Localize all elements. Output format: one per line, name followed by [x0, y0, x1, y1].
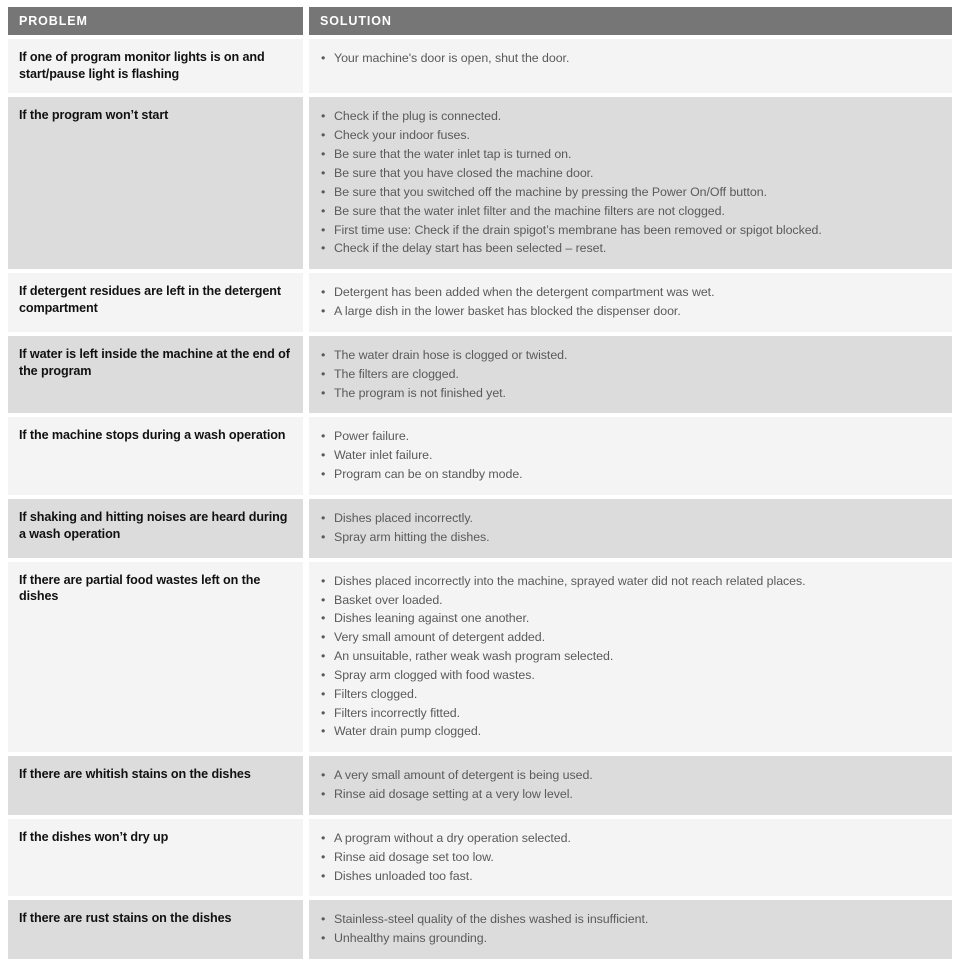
bullet-icon: •	[321, 385, 326, 400]
solution-text: Be sure that the water inlet tap is turned on.	[334, 147, 572, 162]
solution-text: Very small amount of detergent added.	[334, 630, 545, 645]
solution-cell	[309, 562, 952, 753]
bullet-icon: •	[321, 467, 326, 482]
bullet-icon: •	[321, 448, 326, 463]
problem-text: If the machine stops during a wash operation	[19, 428, 286, 443]
table-header-row	[8, 7, 952, 35]
solution-text: Rinse aid dosage setting at a very low level.	[334, 787, 573, 802]
solution-item	[320, 446, 941, 465]
problem-text: If the program won’t start	[19, 108, 169, 123]
solution-item	[320, 365, 941, 384]
problem-text: If there are rust stains on the dishes	[19, 911, 232, 926]
table-row	[8, 97, 952, 269]
solution-text: Basket over loaded.	[334, 592, 443, 607]
solution-text: Water drain pump clogged.	[334, 724, 482, 739]
bullet-icon: •	[321, 222, 326, 237]
problem-cell	[8, 562, 303, 753]
bullet-icon: •	[321, 592, 326, 607]
solution-text: Filters clogged.	[334, 686, 418, 701]
bullet-icon: •	[321, 304, 326, 319]
table-row	[8, 39, 952, 93]
bullet-icon: •	[321, 630, 326, 645]
solution-text: Power failure.	[334, 429, 410, 444]
troubleshooting-table	[8, 7, 952, 963]
solution-item	[320, 465, 941, 484]
solution-text: Dishes unloaded too fast.	[334, 868, 473, 883]
bullet-icon: •	[321, 686, 326, 701]
solution-item	[320, 609, 941, 628]
solution-item	[320, 572, 941, 591]
solution-item	[320, 239, 941, 258]
solution-list	[320, 910, 941, 948]
table-row	[8, 562, 952, 753]
table-body	[8, 39, 952, 959]
solution-text: The program is not finished yet.	[334, 385, 506, 400]
bullet-icon: •	[321, 347, 326, 362]
solution-cell	[309, 499, 952, 558]
solution-text: First time use: Check if the drain spigot’s membrane has been removed or spigot blocked.	[334, 222, 822, 237]
solution-list	[320, 107, 941, 258]
solution-item	[320, 829, 941, 848]
solution-item	[320, 666, 941, 685]
bullet-icon: •	[321, 147, 326, 162]
solution-text: Be sure that you have closed the machine door.	[334, 166, 594, 180]
solution-item	[320, 384, 941, 403]
bullet-icon: •	[321, 912, 326, 927]
problem-cell	[8, 336, 303, 414]
solution-item	[320, 145, 941, 164]
solution-cell	[309, 756, 952, 815]
problem-cell	[8, 97, 303, 269]
problem-text: If there are whitish stains on the dishes	[19, 767, 251, 782]
solution-item	[320, 107, 941, 126]
table-row	[8, 900, 952, 959]
bullet-icon: •	[321, 931, 326, 946]
bullet-icon: •	[321, 724, 326, 739]
bullet-icon: •	[321, 184, 326, 199]
table-row	[8, 273, 952, 332]
solution-item	[320, 647, 941, 666]
solution-item	[320, 867, 941, 886]
bullet-icon: •	[321, 868, 326, 883]
problem-cell	[8, 819, 303, 897]
solution-list	[320, 346, 941, 403]
solution-item	[320, 704, 941, 723]
solution-item	[320, 202, 941, 221]
solution-list	[320, 509, 941, 547]
solution-text: Dishes leaning against one another.	[334, 611, 530, 626]
bullet-icon: •	[321, 787, 326, 802]
problem-text: If shaking and hitting noises are heard during a wash operation	[19, 509, 288, 541]
bullet-icon: •	[321, 285, 326, 300]
solution-item	[320, 929, 941, 948]
solution-item	[320, 283, 941, 302]
solution-item	[320, 785, 941, 804]
bullet-icon: •	[321, 667, 326, 682]
solution-list	[320, 49, 941, 68]
solution-item	[320, 528, 941, 547]
solution-text: An unsuitable, rather weak wash program selected.	[334, 649, 614, 664]
solution-cell	[309, 273, 952, 332]
solution-item	[320, 221, 941, 240]
problem-cell	[8, 417, 303, 495]
bullet-icon: •	[321, 241, 326, 256]
solution-cell	[309, 417, 952, 495]
solution-item	[320, 164, 941, 183]
table-row	[8, 336, 952, 414]
problem-cell	[8, 273, 303, 332]
problem-cell	[8, 900, 303, 959]
solution-text: A very small amount of detergent is being used.	[334, 768, 593, 783]
solution-list	[320, 572, 941, 742]
solution-text: The water drain hose is clogged or twisted.	[334, 347, 568, 362]
problem-text: If water is left inside the machine at the end of the program	[19, 346, 290, 378]
bullet-icon: •	[321, 203, 326, 218]
solution-item	[320, 49, 941, 68]
bullet-icon: •	[321, 51, 326, 65]
solution-item	[320, 427, 941, 446]
solution-item	[320, 591, 941, 610]
problem-text: If there are partial food wastes left on the dishes	[19, 572, 261, 604]
solution-item	[320, 685, 941, 704]
solution-text: Unhealthy mains grounding.	[334, 931, 487, 946]
bullet-icon: •	[321, 611, 326, 626]
solution-text: Program can be on standby mode.	[334, 467, 523, 482]
solution-item	[320, 766, 941, 785]
solution-text: Rinse aid dosage set too low.	[334, 849, 494, 864]
solution-text: Stainless-steel quality of the dishes washed is insufficient.	[334, 912, 649, 927]
solution-text: A large dish in the lower basket has blocked the dispenser door.	[334, 304, 681, 319]
bullet-icon: •	[321, 830, 326, 845]
bullet-icon: •	[321, 768, 326, 783]
solution-item	[320, 848, 941, 867]
solution-text: A program without a dry operation selected.	[334, 830, 571, 845]
solution-list	[320, 283, 941, 321]
column-header-solution: SOLUTION	[309, 7, 952, 35]
solution-text: Water inlet failure.	[334, 448, 433, 463]
solution-list	[320, 766, 941, 804]
solution-cell	[309, 336, 952, 414]
bullet-icon: •	[321, 128, 326, 143]
solution-text: Detergent has been added when the detergent compartment was wet.	[334, 285, 715, 300]
table-row	[8, 499, 952, 558]
bullet-icon: •	[321, 429, 326, 444]
solution-text: Be sure that you switched off the machine by pressing the Power On/Off button.	[334, 184, 768, 199]
solution-text: Your machine's door is open, shut the door.	[334, 51, 570, 65]
solution-cell	[309, 97, 952, 269]
problem-cell	[8, 499, 303, 558]
solution-item	[320, 910, 941, 929]
table-row	[8, 756, 952, 815]
problem-text: If one of program monitor lights is on and start/pause light is flashing	[19, 50, 265, 81]
solution-text: Check if the delay start has been selected – reset.	[334, 241, 607, 256]
solution-text: Check your indoor fuses.	[334, 128, 470, 143]
bullet-icon: •	[321, 529, 326, 544]
problem-text: If detergent residues are left in the detergent compartment	[19, 284, 281, 315]
solution-text: Filters incorrectly fitted.	[334, 705, 461, 720]
solution-text: Dishes placed incorrectly into the machine, sprayed water did not reach related places.	[334, 573, 806, 588]
solution-text: The filters are clogged.	[334, 366, 459, 381]
solution-list	[320, 427, 941, 484]
problem-cell	[8, 756, 303, 815]
solution-item	[320, 346, 941, 365]
bullet-icon: •	[321, 649, 326, 664]
bullet-icon: •	[321, 849, 326, 864]
solution-text: Be sure that the water inlet filter and the machine filters are not clogged.	[334, 203, 725, 218]
solution-text: Check if the plug is connected.	[334, 109, 502, 124]
problem-cell	[8, 39, 303, 93]
solution-text: Dishes placed incorrectly.	[334, 510, 473, 525]
solution-item	[320, 722, 941, 741]
solution-item	[320, 302, 941, 321]
bullet-icon: •	[321, 705, 326, 720]
solution-cell	[309, 39, 952, 93]
bullet-icon: •	[321, 573, 326, 588]
solution-item	[320, 628, 941, 647]
column-header-problem: PROBLEM	[8, 7, 303, 35]
table-row	[8, 417, 952, 495]
problem-text: If the dishes won’t dry up	[19, 829, 169, 844]
solution-text: Spray arm clogged with food wastes.	[334, 667, 535, 682]
bullet-icon: •	[321, 109, 326, 124]
table-row	[8, 819, 952, 897]
solution-list	[320, 829, 941, 886]
bullet-icon: •	[321, 366, 326, 381]
solution-item	[320, 126, 941, 145]
bullet-icon: •	[321, 510, 326, 525]
solution-text: Spray arm hitting the dishes.	[334, 529, 490, 544]
bullet-icon: •	[321, 166, 326, 180]
solution-cell	[309, 819, 952, 897]
solution-cell	[309, 900, 952, 959]
solution-item	[320, 509, 941, 528]
solution-item	[320, 183, 941, 202]
